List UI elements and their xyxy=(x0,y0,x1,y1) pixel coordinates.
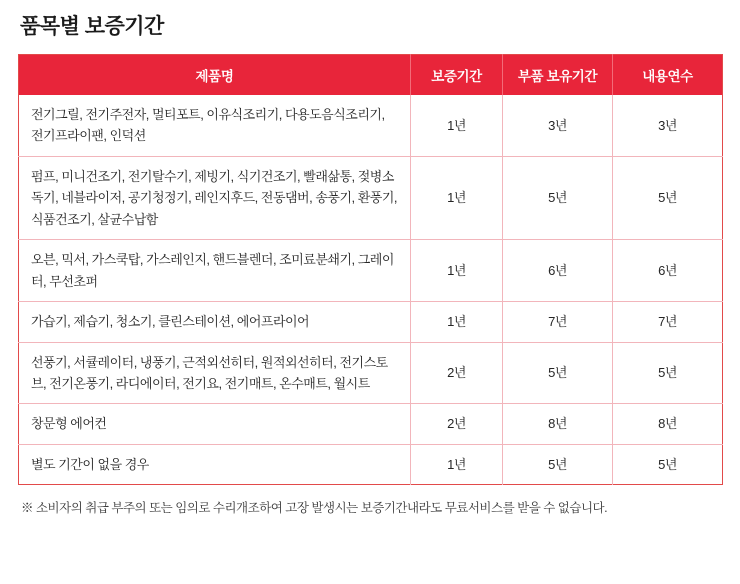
cell-warranty: 2년 xyxy=(411,342,503,404)
table-header-row xyxy=(19,55,723,96)
cell-product: 오븐, 믹서, 가스쿡탑, 가스레인지, 핸드블렌더, 조미료분쇄기, 그레이터, 무선초퍼 xyxy=(19,240,411,302)
cell-parts: 7년 xyxy=(503,302,613,342)
cell-warranty: 1년 xyxy=(411,240,503,302)
warranty-table xyxy=(18,54,723,485)
cell-warranty: 1년 xyxy=(411,444,503,484)
footnote: ※ 소비자의 취급 부주의 또는 임의로 수리개조하여 고장 발생시는 보증기간내라도 무료서비스를 받을 수 없습니다. xyxy=(21,501,608,516)
cell-life: 6년 xyxy=(613,240,723,302)
table-body xyxy=(19,95,723,485)
cell-product: 별도 기간이 없을 경우 xyxy=(19,444,411,484)
cell-life: 5년 xyxy=(613,156,723,239)
table-row xyxy=(19,302,723,342)
table-row xyxy=(19,240,723,302)
cell-parts: 5년 xyxy=(503,342,613,404)
cell-parts: 3년 xyxy=(503,95,613,156)
cell-product: 전기그릴, 전기주전자, 멀티포트, 이유식조리기, 다용도음식조리기, 전기프라이팬, 인덕션 xyxy=(19,95,411,156)
cell-product: 창문형 에어컨 xyxy=(19,404,411,444)
table-row xyxy=(19,342,723,404)
cell-warranty: 1년 xyxy=(411,302,503,342)
cell-life: 7년 xyxy=(613,302,723,342)
cell-parts: 5년 xyxy=(503,156,613,239)
cell-life: 5년 xyxy=(613,342,723,404)
column-header-parts: 부품 보유기간 xyxy=(503,55,613,96)
cell-parts: 8년 xyxy=(503,404,613,444)
column-header-warranty: 보증기간 xyxy=(411,55,503,96)
cell-warranty: 2년 xyxy=(411,404,503,444)
cell-product: 펌프, 미니건조기, 전기탈수기, 제빙기, 식기건조기, 빨래삶통, 젖병소독기, 네블라이저, 공기청정기, 레인지후드, 전동댐버, 송풍기, 환풍기, 식품건조기, 살균수납함 xyxy=(19,156,411,239)
cell-warranty: 1년 xyxy=(411,95,503,156)
table-row xyxy=(19,156,723,239)
table-row xyxy=(19,95,723,156)
cell-life: 5년 xyxy=(613,444,723,484)
cell-product: 선풍기, 서큘레이터, 냉풍기, 근적외선히터, 원적외선히터, 전기스토브, 전기온풍기, 라디에이터, 전기요, 전기매트, 온수매트, 월시트 xyxy=(19,342,411,404)
warranty-page xyxy=(0,10,740,584)
table-header xyxy=(19,55,723,96)
table-row xyxy=(19,444,723,484)
column-header-product: 제품명 xyxy=(19,55,411,96)
page-title: 품목별 보증기간 xyxy=(20,15,164,38)
cell-parts: 6년 xyxy=(503,240,613,302)
cell-product: 가습기, 제습기, 청소기, 클린스테이션, 에어프라이어 xyxy=(19,302,411,342)
cell-life: 8년 xyxy=(613,404,723,444)
cell-parts: 5년 xyxy=(503,444,613,484)
cell-warranty: 1년 xyxy=(411,156,503,239)
column-header-life: 내용연수 xyxy=(613,55,723,96)
table-row xyxy=(19,404,723,444)
cell-life: 3년 xyxy=(658,117,677,133)
